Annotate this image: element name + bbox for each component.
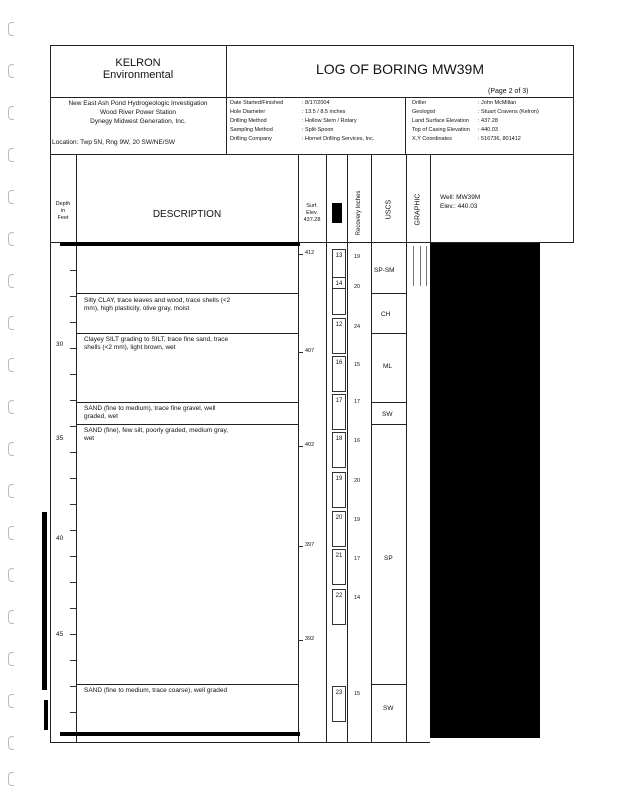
- depth-tick: [70, 660, 76, 661]
- binder-ring: [8, 148, 14, 162]
- sample-box: 16: [332, 356, 346, 392]
- info-label: Drilling Method: [230, 118, 267, 124]
- project-site: Wood River Power Station: [99, 109, 177, 116]
- crew-value: : 440.03: [478, 127, 498, 133]
- stratum-description: wet: [84, 435, 95, 442]
- elev-header: 437.28: [303, 217, 321, 223]
- depth-tick: [70, 686, 76, 687]
- stratum-description: graded, wet: [84, 413, 118, 420]
- elev-label: 402: [305, 442, 315, 448]
- uscs-code: SP: [384, 555, 393, 562]
- sample-box: 12: [332, 318, 346, 354]
- recovery-value: 19: [354, 254, 361, 260]
- binder-ring: [8, 772, 14, 786]
- bottom-thick-rule: [60, 732, 300, 736]
- stratum-description: SAND (fine to medium), trace fine gravel, well: [84, 405, 216, 412]
- sample-marker: [332, 203, 342, 223]
- elev-tick: [298, 640, 303, 641]
- depth-tick: [70, 400, 76, 401]
- uscs-boundary: [371, 424, 406, 425]
- stratum-boundary: [76, 333, 298, 334]
- depth-tick: [70, 478, 76, 479]
- binder-ring: [8, 442, 14, 456]
- binder-ring: [8, 106, 14, 120]
- stratum-description: SAND (fine to medium, trace coarse), well graded: [84, 687, 228, 694]
- info-value: : 8/17/2004: [302, 100, 330, 106]
- recovery-value: 17: [354, 556, 361, 562]
- redacted-area: [430, 243, 540, 738]
- elev-label: 412: [305, 250, 315, 256]
- crew-label: X,Y Coordinates: [412, 136, 452, 142]
- binder-ring: [8, 400, 14, 414]
- page-number: (Page 2 of 3): [488, 88, 529, 95]
- sample-box: 22: [332, 589, 346, 625]
- depth-header: in: [60, 208, 66, 214]
- log-body: [50, 243, 430, 743]
- well-id: Well: MW39M: [440, 194, 481, 201]
- recovery-header: Recovery Inches: [356, 190, 362, 236]
- sample-box: 18: [332, 432, 346, 468]
- uscs-code: ML: [383, 363, 393, 370]
- stratum-boundary: [76, 424, 298, 425]
- recovery-value: 16: [354, 438, 361, 444]
- elev-tick: [298, 254, 303, 255]
- sample-box: 13: [332, 249, 346, 289]
- info-divider-2: [405, 97, 406, 155]
- info-value: : Hollow Stem / Rotary: [302, 118, 357, 124]
- binder-ring: [8, 610, 14, 624]
- stratum-description: SAND (fine), few silt, poorly graded, medium gray,: [84, 427, 229, 434]
- depth-tick: [70, 556, 76, 557]
- info-value: : Hornet Drilling Services, Inc.: [302, 136, 375, 142]
- crew-label: Geologist: [412, 109, 436, 115]
- recovery-value: 15: [354, 362, 361, 368]
- recovery-value: 14: [354, 595, 361, 601]
- binder-ring: [8, 274, 14, 288]
- company-subtitle: Environmental: [102, 69, 174, 81]
- binder-ring: [8, 484, 14, 498]
- info-divider-1: [226, 97, 227, 155]
- binder-ring: [8, 316, 14, 330]
- depth-tick: [70, 348, 76, 349]
- elev-tick: [298, 352, 303, 353]
- binder-ring: [8, 190, 14, 204]
- depth-tick: [70, 270, 76, 271]
- crew-value: : Stuart Cravens (Kelron): [478, 109, 539, 115]
- uscs-header: USCS: [385, 199, 393, 220]
- crew-value: : 437.28: [478, 118, 498, 124]
- binder-ring: [8, 232, 14, 246]
- depth-header: Feet: [57, 215, 69, 221]
- uscs-code: CH: [381, 311, 391, 318]
- crew-value: : 516736, 801412: [478, 136, 521, 142]
- sample-box: 14: [332, 277, 346, 315]
- uscs-code: SP-SM: [374, 267, 395, 274]
- stratum-description: shells (<2 mm), light brown, wet: [84, 344, 176, 351]
- depth-tick: [70, 712, 76, 713]
- project-location: Location: Twp 5N, Rng 9W, 20 SW/NE/SW: [52, 139, 176, 146]
- depth-label: 45: [56, 631, 64, 638]
- project-client: Dynegy Midwest Generation, Inc.: [90, 118, 186, 125]
- sample-box: 20: [332, 511, 346, 547]
- sample-box: 17: [332, 394, 346, 430]
- uscs-code: SW: [382, 411, 393, 418]
- stratum-description: mm), high plasticity, olive gray, moist: [84, 305, 190, 312]
- elev-label: 407: [305, 348, 315, 354]
- info-label: Date Started/Finished: [230, 100, 284, 106]
- sample-box: 21: [332, 549, 346, 585]
- elev-tick: [298, 446, 303, 447]
- recovery-value: 24: [354, 324, 361, 330]
- recovery-value: 19: [354, 517, 361, 523]
- depth-tick: [70, 426, 76, 427]
- uscs-boundary: [371, 402, 406, 403]
- graphic-line: [413, 246, 414, 286]
- crew-label: Land Surface Elevation: [412, 118, 469, 124]
- depth-tick: [70, 374, 76, 375]
- scan-edge-mark: [42, 512, 47, 690]
- binder-ring: [8, 22, 14, 36]
- depth-tick: [70, 296, 76, 297]
- elev-label: 397: [305, 542, 315, 548]
- stratum-boundary: [76, 293, 298, 294]
- column-header: [50, 155, 574, 243]
- uscs-code: SW: [383, 705, 394, 712]
- uscs-boundary: [371, 293, 406, 294]
- elev-header: Elev.: [306, 210, 318, 216]
- depth-tick: [70, 504, 76, 505]
- well-elev: Elev.: 440.03: [440, 203, 478, 210]
- header-divider-horizontal: [50, 97, 574, 98]
- project-name: New East Ash Pond Hydrogeologic Investigation: [68, 100, 208, 107]
- crew-value: : John McMillan: [478, 100, 517, 106]
- depth-tick: [70, 634, 76, 635]
- recovery-value: 20: [354, 284, 361, 290]
- stratum-boundary: [76, 684, 298, 685]
- info-value: : 13.5 / 8.5 inches: [302, 109, 346, 115]
- binder-ring: [8, 526, 14, 540]
- recovery-value: 17: [354, 399, 361, 405]
- info-label: Hole Diameter: [230, 109, 266, 115]
- depth-tick: [70, 530, 76, 531]
- graphic-line: [426, 246, 427, 286]
- stratum-description: Silty CLAY, trace leaves and wood, trace shells (<2: [84, 297, 231, 304]
- company-name: KELRON: [115, 57, 161, 69]
- stratum-boundary: [76, 402, 298, 403]
- crew-label: Driller: [412, 100, 427, 106]
- depth-label: 30: [56, 341, 64, 348]
- crew-label: Top of Casing Elevation: [412, 127, 470, 133]
- sample-box: 23: [332, 686, 346, 722]
- depth-tick: [70, 608, 76, 609]
- binder-ring: [8, 694, 14, 708]
- description-header: DESCRIPTION: [152, 209, 222, 220]
- elev-header: Surf.: [306, 203, 318, 209]
- col-line-graphic: [430, 155, 431, 243]
- recovery-value: 20: [354, 478, 361, 484]
- binder-ring: [8, 568, 14, 582]
- depth-header: Depth: [55, 201, 71, 207]
- uscs-boundary: [371, 333, 406, 334]
- depth-label: 40: [56, 535, 64, 542]
- sample-box: 19: [332, 472, 346, 508]
- page-title: LOG OF BORING MW39M: [315, 61, 484, 77]
- info-label: Sampling Method: [230, 127, 273, 133]
- binder-ring: [8, 358, 14, 372]
- info-label: Drilling Company: [230, 136, 272, 142]
- elev-tick: [298, 546, 303, 547]
- recovery-value: 15: [354, 691, 361, 697]
- top-thick-rule: [60, 242, 300, 246]
- stratum-description: Clayey SILT grading to SILT, trace fine sand, trace: [84, 336, 229, 343]
- depth-label: 35: [56, 435, 64, 442]
- uscs-boundary: [371, 684, 406, 685]
- graphic-line: [420, 246, 421, 286]
- elev-label: 392: [305, 636, 315, 642]
- scan-edge-mark: [44, 700, 48, 730]
- depth-tick: [70, 582, 76, 583]
- depth-tick: [70, 322, 76, 323]
- binder-ring: [8, 652, 14, 666]
- depth-tick: [70, 452, 76, 453]
- binder-ring: [8, 736, 14, 750]
- graphic-header: GRAPHIC: [414, 193, 422, 226]
- info-value: : Split-Spoon: [302, 127, 334, 133]
